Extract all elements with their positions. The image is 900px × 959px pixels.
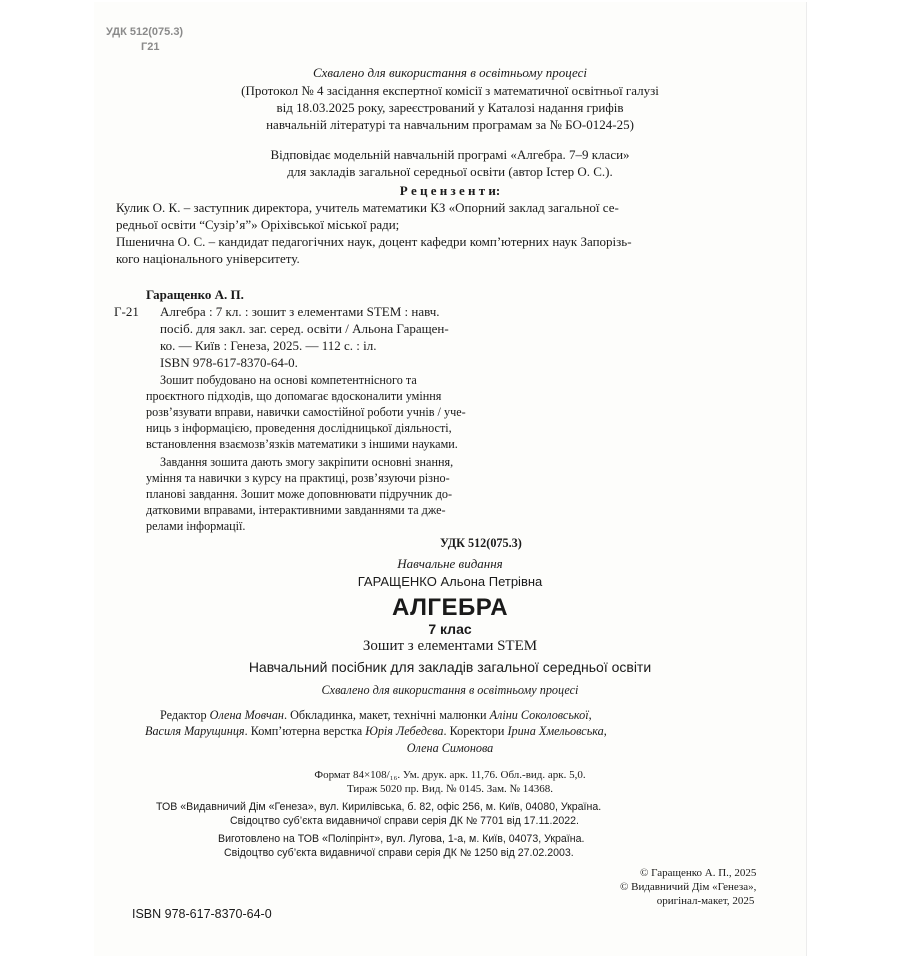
printer-cert: Свідоцтво суб’єкта видавничої справи серія ДК № 1250 від 27.02.2003.: [224, 847, 574, 859]
corner-udk: УДК 512(075.3): [106, 26, 184, 38]
program-line: для закладів загальної середньої освіти (автор Істер О. С.).: [287, 164, 613, 179]
catalog-author: Гаращенко А. П.: [146, 287, 244, 302]
abstract-line: ниць з інформацією, проведення дослідницької діяльності,: [146, 421, 452, 435]
catalog-abstract-1: [146, 372, 466, 452]
reviewers-heading: Р е ц е н з е н т и:: [399, 183, 501, 198]
program-line: Відповідає модельній навчальній програмі «Алгебра. 7–9 класи»: [270, 147, 630, 162]
catalog-line: Алгебра : 7 кл. : зошит з елементами STEM : навч.: [160, 304, 440, 319]
abstract-line: релами інформації.: [146, 519, 246, 533]
print-format: Формат 84×108/₁₆. Ум. друк. арк. 11,76. Обл.-вид. арк. 5,0.: [314, 769, 586, 781]
isbn-footer: ISBN 978-617-8370-64-0: [132, 907, 272, 921]
reviewer-line: редньої освіти “Сузір’я”» Оріхівської міської ради;: [116, 217, 400, 232]
credit-designer: Василя Марущинця: [145, 724, 245, 738]
credit-text: . Комп’ютерна верстка: [244, 724, 366, 738]
page-margin: [0, 0, 94, 959]
publisher-address: ТОВ «Видавничий Дім «Генеза», вул. Кирилівська, б. 82, офіс 256, м. Київ, 04080, Україна.: [156, 801, 602, 813]
catalog-line: посіб. для закл. заг. серед. освіти / Альона Гаращен-: [160, 321, 449, 336]
abstract-line: розв’язувати вправи, навички самостійної роботи учнів / уче-: [146, 405, 466, 419]
credit-editor: Олена Мовчан: [209, 708, 284, 722]
catalog-line: ISBN 978-617-8370-64-0.: [160, 355, 298, 370]
catalog-code: Г-21: [114, 304, 139, 319]
approval-line: (Протокол № 4 засідання експертної комісії з математичної освітньої галузі: [241, 83, 659, 98]
copyright: [620, 866, 756, 908]
credits-line-1: [160, 707, 592, 723]
abstract-line: уміння та навички з курсу на практиці, розв’язуючи різно-: [146, 471, 450, 485]
approval-line: навчальній літературі та навчальним програмам за № БО-0124-25): [266, 117, 634, 132]
approval-title: Схвалено для використання в освітньому процесі: [312, 65, 588, 80]
program-compliance: [150, 146, 750, 180]
reviewers-list: [116, 199, 632, 267]
copyright-line: © Гаращенко А. П., 2025: [640, 867, 757, 879]
catalog-line: ко. — Київ : Генеза, 2025. — 112 с. : іл.: [160, 338, 377, 353]
abstract-line: встановлення взаємозв’язків математики з іншими науками.: [146, 437, 458, 451]
edition-author: [150, 573, 750, 590]
publisher-cert: Свідоцтво суб’єкта видавничої справи серія ДК № 7701 від 17.11.2022.: [230, 815, 579, 827]
credits-line-2: [145, 723, 607, 739]
credit-text: . Обкладинка, макет, технічні малюнки: [283, 708, 490, 722]
book-purpose: Навчальний посібник для закладів загальної середньої освіти: [248, 659, 652, 675]
reviewer-line: Кулик О. К. – заступник директора, учитель математики КЗ «Опорний заклад загальної се-: [116, 200, 619, 215]
author-name: Альона Петрівна: [436, 574, 543, 589]
credit-proofreader: Ірина Хмельовська: [507, 724, 604, 738]
credit-typesetter: Юрія Лебедєва: [365, 724, 444, 738]
abstract-line: Завдання зошита дають змогу закріпити основні знання,: [160, 455, 454, 469]
credit-text: . Коректори: [443, 724, 508, 738]
book-approved: Схвалено для використання в освітньому процесі: [321, 683, 579, 697]
reviewer-line: Пшенична О. С. – кандидат педагогічних наук, доцент кафедри комп’ютерних наук Запорізь-: [116, 234, 632, 249]
abstract-line: датковими вправами, інтерактивними завданнями та дже-: [146, 503, 446, 517]
copyright-line: © Видавничий Дім «Генеза»,: [620, 881, 757, 893]
abstract-line: планові завдання. Зошит може доповнювати підручник до-: [146, 487, 453, 501]
author-surname: ГАРАЩЕНКО: [357, 574, 437, 589]
credit-designer: Аліни Соколовської: [489, 708, 589, 722]
abstract-line: Зошит побудовано на основі компетентнісного та: [160, 373, 417, 387]
reviewer-line: кого національного університету.: [116, 251, 300, 266]
approval-line: від 18.03.2025 року, зареєстрований у Каталозі надання грифів: [276, 100, 624, 115]
print-run: Тираж 5020 пр. Вид. № 0145. Зам. № 14368.: [346, 783, 554, 795]
credit-text: Редактор: [160, 708, 210, 722]
catalog-udk: УДК 512(075.3): [440, 536, 522, 550]
corner-code: Г21: [141, 41, 160, 53]
printer-address: Виготовлено на ТОВ «Поліпрінт», вул. Лугова, 1-а, м. Київ, 04073, Україна.: [218, 833, 585, 845]
catalog-entry: [160, 303, 449, 371]
book-title: АЛГЕБРА: [391, 594, 509, 621]
credit-text: ,: [588, 708, 592, 722]
book-grade: 7 клас: [428, 621, 472, 637]
credits-line-3: Олена Симонова: [406, 741, 494, 755]
catalog-abstract-2: [146, 454, 453, 534]
edition-type: Навчальне видання: [397, 556, 503, 571]
approval-protocol: [150, 82, 750, 133]
abstract-line: проєктного підходів, що допомагає вдосконалити уміння: [146, 389, 442, 403]
credit-text: ,: [603, 724, 607, 738]
book-subtitle: Зошит з елементами STEM: [362, 638, 538, 654]
copyright-line: оригінал-макет, 2025: [656, 895, 755, 907]
